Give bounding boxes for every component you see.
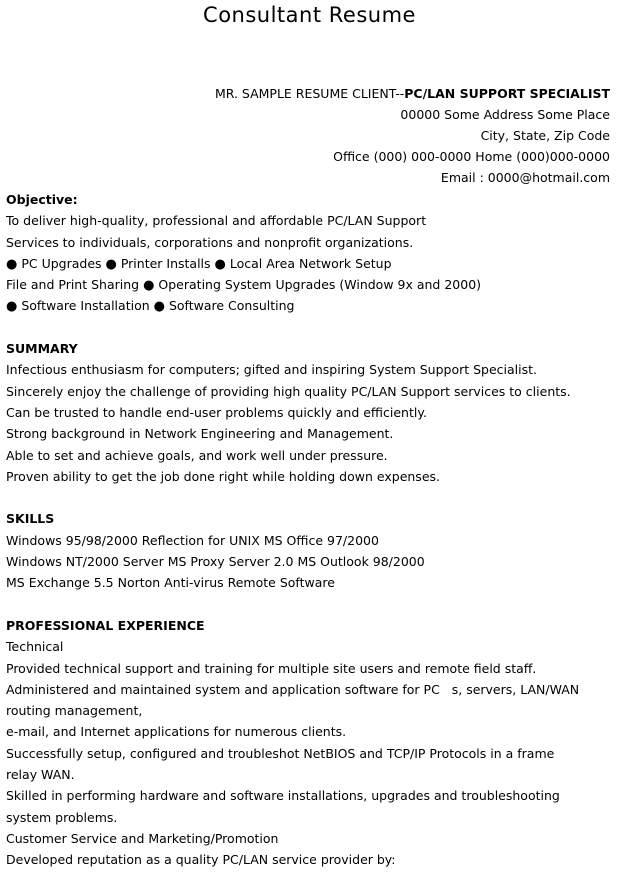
contact-name-line [215, 83, 610, 104]
skills-line: Windows 95/98/2000 Reflection for UNIX MS Office 97/2000 [6, 532, 379, 548]
summary-heading: SUMMARY [6, 341, 78, 357]
bullet-icon: ● [6, 299, 18, 315]
experience-line: routing management, [6, 703, 143, 719]
skills-line: Windows NT/2000 Server MS Proxy Server 2.0 MS Outlook 98/2000 [6, 554, 425, 570]
experience-line: Successfully setup, configured and troubleshot NetBIOS and TCP/IP Protocols in a frame [6, 745, 555, 761]
experience-line: e-mail, and Internet applications for numerous clients. [6, 724, 347, 740]
summary-line: Infectious enthusiasm for computers; gifted and inspiring System Support Specialist. [6, 362, 538, 378]
contact-role: PC/LAN SUPPORT SPECIALIST [404, 86, 610, 101]
services-line-2 [6, 274, 612, 295]
service-item: Software Installation [21, 298, 150, 314]
experience-line: Customer Service and Marketing/Promotion [6, 830, 279, 846]
bullet-icon: ● [6, 256, 18, 272]
objective-line: To deliver high-quality, professional and affordable PC/LAN Support [6, 213, 427, 229]
objective-line: Services to individuals, corporations and nonprofit organizations. [6, 234, 414, 250]
summary-line: Can be trusted to handle end-user problems quickly and efficiently. [6, 404, 427, 420]
document-title: Consultant Resume [203, 3, 416, 27]
summary-line: Proven ability to get the job done right while holding down expenses. [6, 468, 440, 484]
services-line-1 [6, 253, 612, 274]
resume-body [6, 189, 612, 871]
summary-line: Strong background in Network Engineering and Management. [6, 426, 394, 442]
experience-line: Administered and maintained system and application software for PC s, servers, LAN/WAN [6, 681, 580, 697]
skills-heading: SKILLS [6, 511, 55, 527]
service-item: Operating System Upgrades (Window 9x and 2000) [158, 277, 482, 293]
bullet-icon: ● [153, 299, 165, 315]
bullet-icon: ● [214, 256, 226, 272]
experience-heading: PROFESSIONAL EXPERIENCE [6, 617, 205, 633]
service-item: Software Consulting [168, 298, 295, 314]
service-item: File and Print Sharing [6, 277, 140, 293]
experience-line: Skilled in performing hardware and software installations, upgrades and troubleshooting [6, 788, 560, 804]
experience-line: Developed reputation as a quality PC/LAN service provider by: [6, 852, 396, 868]
contact-email: Email : 0000@hotmail.com [440, 170, 610, 185]
contact-phones: Office (000) 000-0000 Home (000)000-0000 [333, 149, 610, 164]
service-item: PC Upgrades [21, 255, 102, 271]
contact-city: City, State, Zip Code [480, 128, 610, 143]
experience-line: relay WAN. [6, 767, 75, 783]
experience-line: system problems. [6, 809, 118, 825]
summary-line: Able to set and achieve goals, and work well under pressure. [6, 447, 388, 463]
summary-line: Sincerely enjoy the challenge of providing high quality PC/LAN Support services to clients. [6, 383, 571, 399]
service-item: Printer Installs [120, 255, 211, 271]
bullet-icon: ● [143, 278, 155, 294]
contact-address: 00000 Some Address Some Place [400, 107, 610, 122]
experience-line: Provided technical support and training for multiple site users and remote field staff. [6, 660, 537, 676]
service-item: Local Area Network Setup [229, 255, 392, 271]
services-line-3 [6, 295, 612, 316]
skills-line: MS Exchange 5.5 Norton Anti-virus Remote Software [6, 575, 335, 591]
experience-line: Technical [6, 639, 64, 655]
contact-name: MR. SAMPLE RESUME CLIENT-- [214, 86, 405, 101]
objective-heading: Objective: [6, 192, 78, 207]
bullet-icon: ● [105, 256, 117, 272]
